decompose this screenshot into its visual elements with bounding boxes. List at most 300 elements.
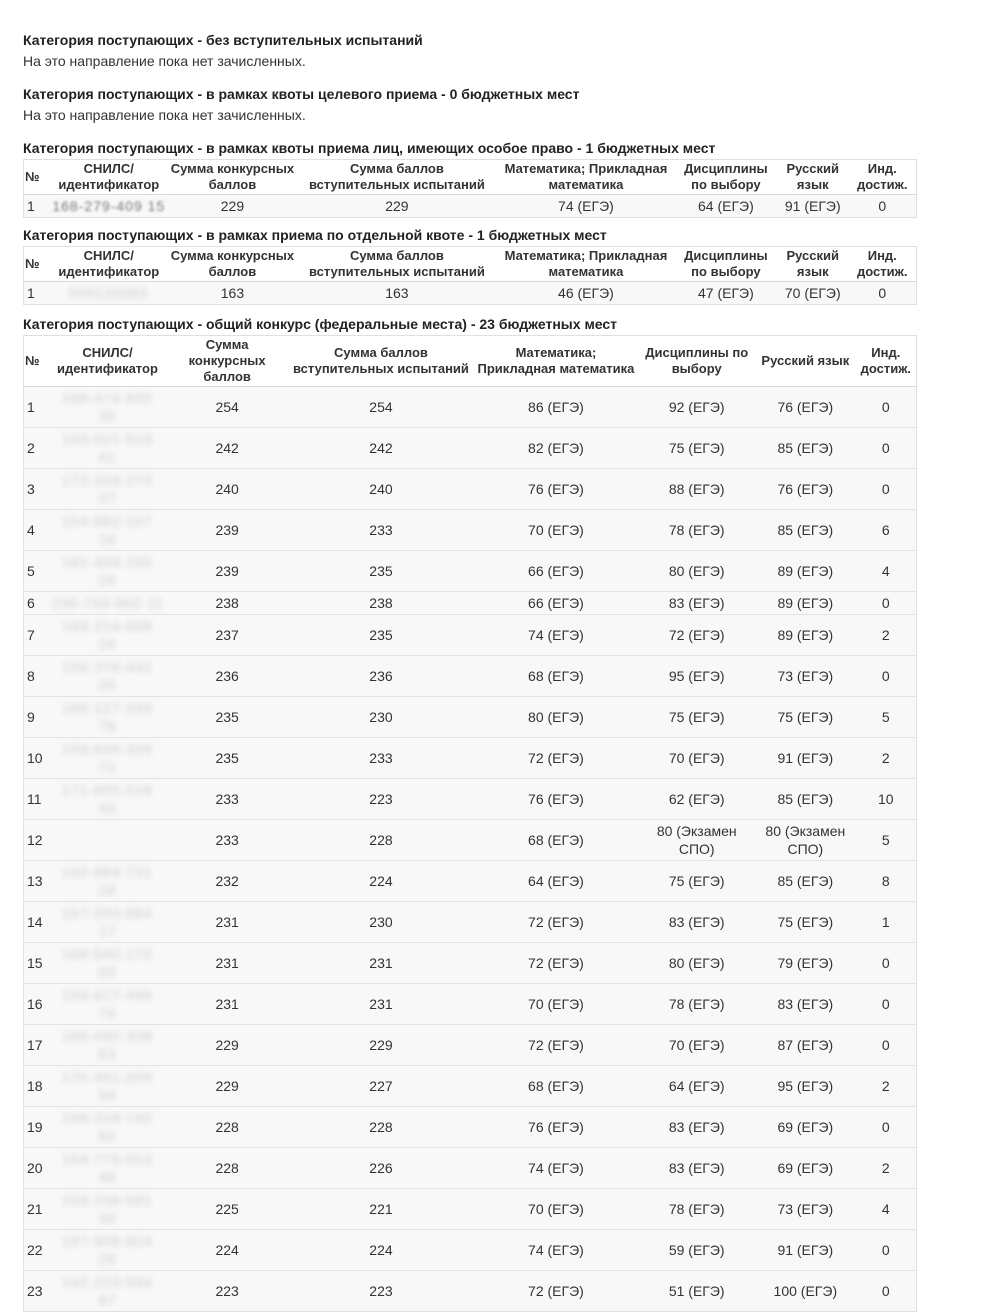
cell-ind-value: 0 — [881, 481, 890, 497]
cell-ind — [856, 1066, 917, 1107]
cell-total-value: 235 — [215, 750, 239, 766]
cell-snils — [49, 984, 166, 1025]
cell-snils-value: 158-733-902 11 — [51, 595, 164, 611]
cell-choice — [638, 1230, 755, 1271]
cell-num — [24, 615, 50, 656]
cell-russian-value: 80 (Экзамен СПО) — [765, 823, 846, 857]
cell-total — [166, 779, 289, 820]
cell-num — [24, 984, 50, 1025]
cell-total — [166, 428, 289, 469]
cell-ind — [856, 510, 917, 551]
cell-total-value: 229 — [220, 198, 245, 214]
cell-choice — [638, 615, 755, 656]
cell-ind — [856, 738, 917, 779]
cell-math — [473, 615, 638, 656]
cell-num-value: 8 — [27, 668, 35, 684]
table-row — [24, 1230, 917, 1271]
cell-snils — [49, 820, 166, 861]
cell-choice — [638, 592, 755, 615]
cell-math-value: 74 (ЕГЭ) — [528, 1242, 584, 1258]
cell-choice-value: 59 (ЕГЭ) — [668, 1242, 725, 1258]
cell-ind — [856, 697, 917, 738]
cell-choice-value: 92 (ЕГЭ) — [668, 399, 725, 415]
cell-russian — [755, 902, 856, 943]
cell-ind-value: 2 — [881, 627, 890, 643]
cell-ind-value: 0 — [881, 1242, 890, 1258]
col-exams: Сумма баллов вступительных испытаний — [297, 247, 497, 282]
cell-russian-value: 100 (ЕГЭ) — [773, 1283, 838, 1299]
cell-ind — [856, 1107, 917, 1148]
cell-num — [24, 1025, 50, 1066]
cell-choice-value: 80 (Экзамен СПО) — [656, 823, 737, 857]
cell-choice-value: 72 (ЕГЭ) — [668, 627, 725, 643]
table-row — [24, 510, 917, 551]
cell-math-value: 74 (ЕГЭ) — [558, 198, 614, 214]
section-title: Категория поступающих - общий конкурс (федеральные места) - 23 бюджетных мест — [23, 316, 618, 332]
cell-exams — [288, 738, 473, 779]
cell-exams-value: 240 — [369, 481, 393, 497]
cell-ind-value: 2 — [881, 750, 890, 766]
cell-num-value: 23 — [27, 1283, 43, 1299]
cell-total — [166, 656, 289, 697]
cell-exams-value: 231 — [369, 996, 393, 1012]
cell-choice — [675, 195, 777, 218]
cell-total — [166, 1025, 289, 1066]
cell-num — [24, 387, 50, 428]
cell-ind — [856, 861, 917, 902]
cell-math — [473, 1025, 638, 1066]
cell-math — [473, 1148, 638, 1189]
cell-exams-value: 230 — [369, 914, 393, 930]
table-row — [24, 820, 917, 861]
cell-math — [473, 510, 638, 551]
cell-math — [473, 861, 638, 902]
cell-exams — [288, 551, 473, 592]
cell-total — [166, 615, 289, 656]
cell-ind — [856, 779, 917, 820]
cell-exams-value: 224 — [369, 1242, 393, 1258]
cell-choice — [638, 943, 755, 984]
section-no-exams — [23, 31, 983, 85]
cell-russian — [755, 387, 856, 428]
cell-total-value: 224 — [215, 1242, 239, 1258]
cell-num — [24, 1189, 50, 1230]
cell-total — [166, 820, 289, 861]
section-target-quota — [23, 85, 983, 139]
cell-snils-value: 165-092-338 63 — [62, 1028, 153, 1062]
cell-russian — [755, 428, 856, 469]
cell-russian — [755, 943, 856, 984]
section-title: Категория поступающих - в рамках квоты приема лиц, имеющих особое право - 1 бюджетных мест — [23, 140, 716, 156]
col-ind: Инд. достиж. — [849, 247, 917, 282]
cell-num-value: 11 — [27, 791, 42, 807]
cell-exams-value: 233 — [369, 522, 393, 538]
cell-total — [166, 738, 289, 779]
cell-math — [473, 592, 638, 615]
cell-ind — [856, 984, 917, 1025]
cell-choice — [638, 1025, 755, 1066]
cell-num — [24, 656, 50, 697]
cell-total — [166, 697, 289, 738]
cell-exams — [288, 428, 473, 469]
cell-math — [473, 469, 638, 510]
cell-num — [24, 469, 50, 510]
table-row — [24, 902, 917, 943]
cell-total-value: 229 — [215, 1037, 239, 1053]
cell-snils — [49, 1107, 166, 1148]
cell-snils — [49, 1189, 166, 1230]
table-header-row — [24, 336, 917, 387]
empty-note: На это направление пока нет зачисленных. — [23, 53, 306, 69]
cell-russian — [755, 697, 856, 738]
cell-total-value: 236 — [215, 668, 239, 684]
cell-exams — [288, 1066, 473, 1107]
cell-num — [24, 1271, 50, 1312]
cell-num — [24, 820, 50, 861]
cell-russian — [755, 1230, 856, 1271]
cell-russian — [755, 861, 856, 902]
cell-snils — [49, 902, 166, 943]
cell-total — [166, 469, 289, 510]
cell-math — [473, 738, 638, 779]
cell-num — [24, 1230, 50, 1271]
col-math: Математика; Прикладная математика — [473, 336, 638, 387]
cell-exams — [297, 282, 497, 305]
cell-snils — [49, 469, 166, 510]
cell-math — [497, 282, 675, 305]
cell-snils — [49, 738, 166, 779]
cell-snils — [49, 1025, 166, 1066]
cell-num-value: 7 — [27, 627, 35, 643]
col-total: Сумма конкурсных баллов — [168, 247, 297, 282]
cell-exams-value: 235 — [369, 627, 393, 643]
cell-num-value: 4 — [27, 522, 35, 538]
cell-total — [166, 943, 289, 984]
cell-snils — [50, 282, 169, 305]
cell-snils-value: 167-908-624 29 — [62, 1233, 153, 1267]
cell-snils-value: 159-236-581 30 — [62, 1192, 153, 1226]
cell-choice — [638, 1189, 755, 1230]
cell-russian — [755, 1148, 856, 1189]
cell-ind-value: 6 — [881, 522, 890, 538]
cell-ind — [856, 943, 917, 984]
cell-ind-value: 5 — [881, 709, 890, 725]
cell-num — [24, 861, 50, 902]
cell-total-value: 239 — [215, 522, 239, 538]
cell-exams — [288, 469, 473, 510]
cell-choice — [638, 1148, 755, 1189]
cell-russian-value: 85 (ЕГЭ) — [777, 440, 834, 456]
cell-total-value: 254 — [215, 399, 239, 415]
cell-snils-value: 172-318-274 37 — [62, 472, 153, 506]
cell-num — [24, 902, 50, 943]
cell-ind — [849, 195, 917, 218]
cell-ind-value: 4 — [881, 563, 890, 579]
cell-snils-value: 168-474-835 35 — [62, 390, 153, 424]
cell-math-value: 72 (ЕГЭ) — [528, 1037, 584, 1053]
cell-snils-value: 168-540-172 00 — [62, 946, 153, 980]
cell-ind-value: 0 — [878, 285, 887, 301]
cell-ind — [856, 1025, 917, 1066]
cell-total-value: 228 — [215, 1160, 239, 1176]
cell-num-value: 14 — [27, 914, 43, 930]
cell-math-value: 68 (ЕГЭ) — [528, 832, 584, 848]
table-row — [24, 1148, 917, 1189]
cell-exams-value: 238 — [369, 595, 393, 611]
cell-russian — [755, 820, 856, 861]
cell-snils-value: 157-203-864 17 — [62, 905, 153, 939]
cell-choice-value: 80 (ЕГЭ) — [668, 955, 725, 971]
cell-total — [166, 1271, 289, 1312]
cell-math-value: 76 (ЕГЭ) — [528, 1119, 584, 1135]
cell-total — [168, 282, 297, 305]
cell-russian-value: 75 (ЕГЭ) — [777, 914, 834, 930]
col-snils: СНИЛС/ идентификатор — [50, 160, 169, 195]
cell-math-value: 72 (ЕГЭ) — [528, 750, 584, 766]
cell-snils — [49, 697, 166, 738]
cell-ind — [856, 551, 917, 592]
cell-snils — [50, 195, 169, 218]
cell-num-value: 17 — [27, 1037, 43, 1053]
col-russian: Русский язык — [777, 247, 849, 282]
cell-russian — [755, 1271, 856, 1312]
col-choice: Дисциплины по выбору — [675, 247, 777, 282]
cell-total-value: 237 — [215, 627, 239, 643]
cell-math-value: 70 (ЕГЭ) — [528, 996, 584, 1012]
cell-num-value: 1 — [27, 198, 35, 214]
table-row — [24, 1107, 917, 1148]
cell-ind-value: 0 — [881, 399, 890, 415]
col-choice: Дисциплины по выбору — [675, 160, 777, 195]
cell-exams — [288, 1107, 473, 1148]
applicants-table-separate — [23, 246, 917, 305]
cell-ind-value: 0 — [881, 440, 890, 456]
cell-ind — [856, 656, 917, 697]
cell-total-value: 233 — [215, 832, 239, 848]
cell-choice-value: 83 (ЕГЭ) — [668, 595, 725, 611]
cell-exams-value: 229 — [369, 1037, 393, 1053]
cell-num-value: 3 — [27, 481, 35, 497]
cell-total-value: 242 — [215, 440, 239, 456]
cell-exams — [288, 1025, 473, 1066]
cell-choice-value: 83 (ЕГЭ) — [668, 914, 725, 930]
cell-snils-value: 171-655-018 43 — [62, 782, 153, 816]
cell-choice-value: 51 (ЕГЭ) — [668, 1283, 725, 1299]
cell-total — [166, 861, 289, 902]
cell-choice — [638, 697, 755, 738]
cell-russian — [777, 195, 849, 218]
cell-ind-value: 0 — [881, 1283, 890, 1299]
cell-num — [24, 1066, 50, 1107]
table-row — [24, 1189, 917, 1230]
cell-russian — [755, 656, 856, 697]
cell-math — [473, 428, 638, 469]
cell-snils-value: 170-461-209 56 — [62, 1069, 153, 1103]
cell-num-value: 1 — [27, 285, 35, 301]
col-snils: СНИЛС/ идентификатор — [50, 247, 169, 282]
cell-snils — [49, 1066, 166, 1107]
cell-russian-value: 69 (ЕГЭ) — [777, 1119, 834, 1135]
cell-ind — [856, 592, 917, 615]
section-title: Категория поступающих - в рамках приема по отдельной квоте - 1 бюджетных мест — [23, 227, 607, 243]
cell-snils-value: 166-127-593 78 — [62, 700, 153, 734]
cell-total-value: 223 — [215, 1283, 239, 1299]
cell-math — [473, 902, 638, 943]
col-total: Сумма конкурсных баллов — [168, 160, 297, 195]
cell-choice — [638, 779, 755, 820]
cell-num-value: 13 — [27, 873, 43, 889]
cell-exams-value: 223 — [369, 1283, 393, 1299]
cell-total — [166, 1066, 289, 1107]
cell-math-value: 76 (ЕГЭ) — [528, 791, 584, 807]
cell-ind-value: 5 — [881, 832, 890, 848]
cell-exams-value: 254 — [369, 399, 393, 415]
cell-choice — [638, 984, 755, 1025]
cell-total-value: 228 — [215, 1119, 239, 1135]
cell-ind-value: 0 — [881, 595, 890, 611]
cell-snils — [49, 510, 166, 551]
cell-choice — [638, 861, 755, 902]
cell-exams — [288, 984, 473, 1025]
cell-russian — [755, 615, 856, 656]
section-separate-quota — [23, 226, 983, 305]
cell-choice — [638, 387, 755, 428]
cell-russian — [755, 779, 856, 820]
cell-math-value: 72 (ЕГЭ) — [528, 1283, 584, 1299]
cell-total — [166, 592, 289, 615]
cell-snils — [49, 861, 166, 902]
table-row — [24, 738, 917, 779]
col-exams: Сумма баллов вступительных испытаний — [288, 336, 473, 387]
cell-exams — [288, 1189, 473, 1230]
cell-math-value: 70 (ЕГЭ) — [528, 522, 584, 538]
cell-snils-value: 164-775-013 48 — [62, 1151, 153, 1185]
table-row — [24, 1271, 917, 1312]
cell-exams — [288, 902, 473, 943]
cell-num — [24, 779, 50, 820]
cell-exams — [288, 510, 473, 551]
cell-math-value: 64 (ЕГЭ) — [528, 873, 584, 889]
cell-snils-value: 169-214-608 24 — [62, 618, 153, 652]
table-row — [24, 387, 917, 428]
cell-exams — [288, 1271, 473, 1312]
cell-russian-value: 95 (ЕГЭ) — [777, 1078, 834, 1094]
table-row — [24, 697, 917, 738]
cell-ind-value: 2 — [881, 1078, 890, 1094]
cell-total — [166, 1189, 289, 1230]
cell-exams-value: 231 — [369, 955, 393, 971]
cell-total-value: 231 — [215, 914, 239, 930]
cell-math — [473, 656, 638, 697]
cell-ind — [856, 615, 917, 656]
cell-choice — [638, 820, 755, 861]
cell-choice-value: 75 (ЕГЭ) — [668, 709, 725, 725]
cell-total-value: 225 — [215, 1201, 239, 1217]
table-row — [24, 861, 917, 902]
cell-choice-value: 78 (ЕГЭ) — [668, 522, 725, 538]
cell-choice-value: 75 (ЕГЭ) — [668, 873, 725, 889]
cell-russian-value: 91 (ЕГЭ) — [784, 198, 841, 214]
cell-russian-value: 91 (ЕГЭ) — [777, 1242, 834, 1258]
table-row — [24, 469, 917, 510]
col-choice: Дисциплины по выбору — [638, 336, 755, 387]
cell-num-value: 16 — [27, 996, 43, 1012]
cell-num-value: 12 — [27, 832, 43, 848]
cell-snils-value: 162-984-731 28 — [62, 864, 153, 898]
cell-exams — [288, 820, 473, 861]
cell-math — [473, 1107, 638, 1148]
cell-math — [473, 779, 638, 820]
cell-num-value: 15 — [27, 955, 43, 971]
cell-num-value: 20 — [27, 1160, 43, 1176]
section-special-right — [23, 139, 983, 218]
cell-num — [24, 738, 50, 779]
cell-exams-value: 224 — [369, 873, 393, 889]
table-row — [24, 282, 917, 305]
cell-ind-value: 0 — [881, 668, 890, 684]
applicants-table-special — [23, 159, 917, 218]
cell-russian-value: 79 (ЕГЭ) — [777, 955, 834, 971]
cell-total — [166, 387, 289, 428]
cell-ind — [856, 1189, 917, 1230]
cell-russian — [755, 469, 856, 510]
cell-math-value: 74 (ЕГЭ) — [528, 627, 584, 643]
cell-choice-value: 83 (ЕГЭ) — [668, 1119, 725, 1135]
cell-snils-value: 000135063 — [69, 285, 149, 301]
cell-choice-value: 70 (ЕГЭ) — [668, 750, 725, 766]
cell-exams-value: 223 — [369, 791, 393, 807]
applicants-table-general — [23, 335, 917, 1312]
cell-snils — [49, 428, 166, 469]
cell-choice-value: 64 (ЕГЭ) — [698, 198, 754, 214]
cell-choice-value: 88 (ЕГЭ) — [668, 481, 725, 497]
cell-math — [473, 1189, 638, 1230]
cell-russian — [755, 1066, 856, 1107]
cell-ind-value: 2 — [881, 1160, 890, 1176]
cell-russian — [777, 282, 849, 305]
cell-total-value: 229 — [215, 1078, 239, 1094]
col-snils: СНИЛС/ идентификатор — [49, 336, 166, 387]
table-row — [24, 984, 917, 1025]
cell-num-value: 22 — [27, 1242, 43, 1258]
cell-num-value: 9 — [27, 709, 35, 725]
cell-total — [166, 510, 289, 551]
cell-math-value: 82 (ЕГЭ) — [528, 440, 584, 456]
table-header-row — [24, 247, 917, 282]
cell-russian — [755, 592, 856, 615]
col-math: Математика; Прикладная математика — [497, 247, 675, 282]
cell-snils — [49, 387, 166, 428]
table-row — [24, 1066, 917, 1107]
table-row — [24, 656, 917, 697]
cell-russian-value: 76 (ЕГЭ) — [777, 399, 834, 415]
cell-snils — [49, 779, 166, 820]
cell-math-value: 66 (ЕГЭ) — [528, 595, 584, 611]
cell-ind-value: 8 — [881, 873, 890, 889]
cell-choice — [675, 282, 777, 305]
cell-ind-value: 0 — [881, 1119, 890, 1135]
cell-snils — [49, 943, 166, 984]
cell-exams-value: 242 — [369, 440, 393, 456]
cell-math-value: 46 (ЕГЭ) — [558, 285, 614, 301]
col-math: Математика; Прикладная математика — [497, 160, 675, 195]
cell-exams — [288, 1230, 473, 1271]
cell-exams-value: 230 — [369, 709, 393, 725]
cell-math — [473, 1230, 638, 1271]
cell-num-value: 5 — [27, 563, 35, 579]
cell-russian — [755, 1107, 856, 1148]
cell-snils-value: 159-840-326 72 — [62, 741, 153, 775]
